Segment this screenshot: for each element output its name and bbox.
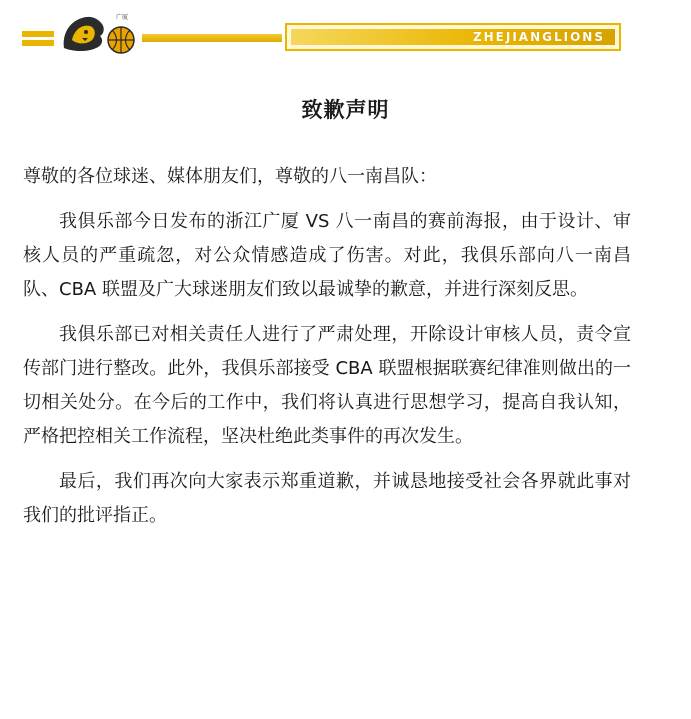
document-title: 致歉声明 xyxy=(301,98,390,122)
paragraph: 我俱乐部今日发布的浙江广厦 VS 八一南昌的赛前海报，由于设计、审核人员的严重疏忽，对公众情感造成了伤害。对此，我俱乐部向八一南昌队、CBA 联盟及广大球迷朋友们致以最诚挚的歉意，并进行深刻反思。 xyxy=(23,211,631,300)
letterhead-stripe xyxy=(22,40,54,46)
paragraph: 我俱乐部已对相关责任人进行了严肃处理，开除设计审核人员，责令宣传部门进行整改。此外，我俱乐部接受 CBA 联盟根据联赛纪律准则做出的一切相关处分。在今后的工作中，我们将认真进行思想学习，提高自我认知，严格把控相关工作流程，坚决杜绝此类事件的再次发生。 xyxy=(23,324,631,447)
letterhead-stripe xyxy=(22,31,54,37)
brand-banner xyxy=(285,23,621,51)
document-body xyxy=(23,160,631,544)
letterhead xyxy=(0,0,691,70)
salutation: 尊敬的各位球迷、媒体朋友们，尊敬的八一南昌队： xyxy=(23,166,437,187)
brand-text: ZHEJIANGLIONS xyxy=(472,30,605,44)
letterhead-stripe xyxy=(142,34,282,42)
paragraph: 最后，我们再次向大家表示郑重道歉，并诚恳地接受社会各界就此事对我们的批评指正。 xyxy=(23,471,631,526)
lion-basketball-logo-icon xyxy=(58,10,140,56)
logo-caption: 广厦 xyxy=(116,14,129,21)
